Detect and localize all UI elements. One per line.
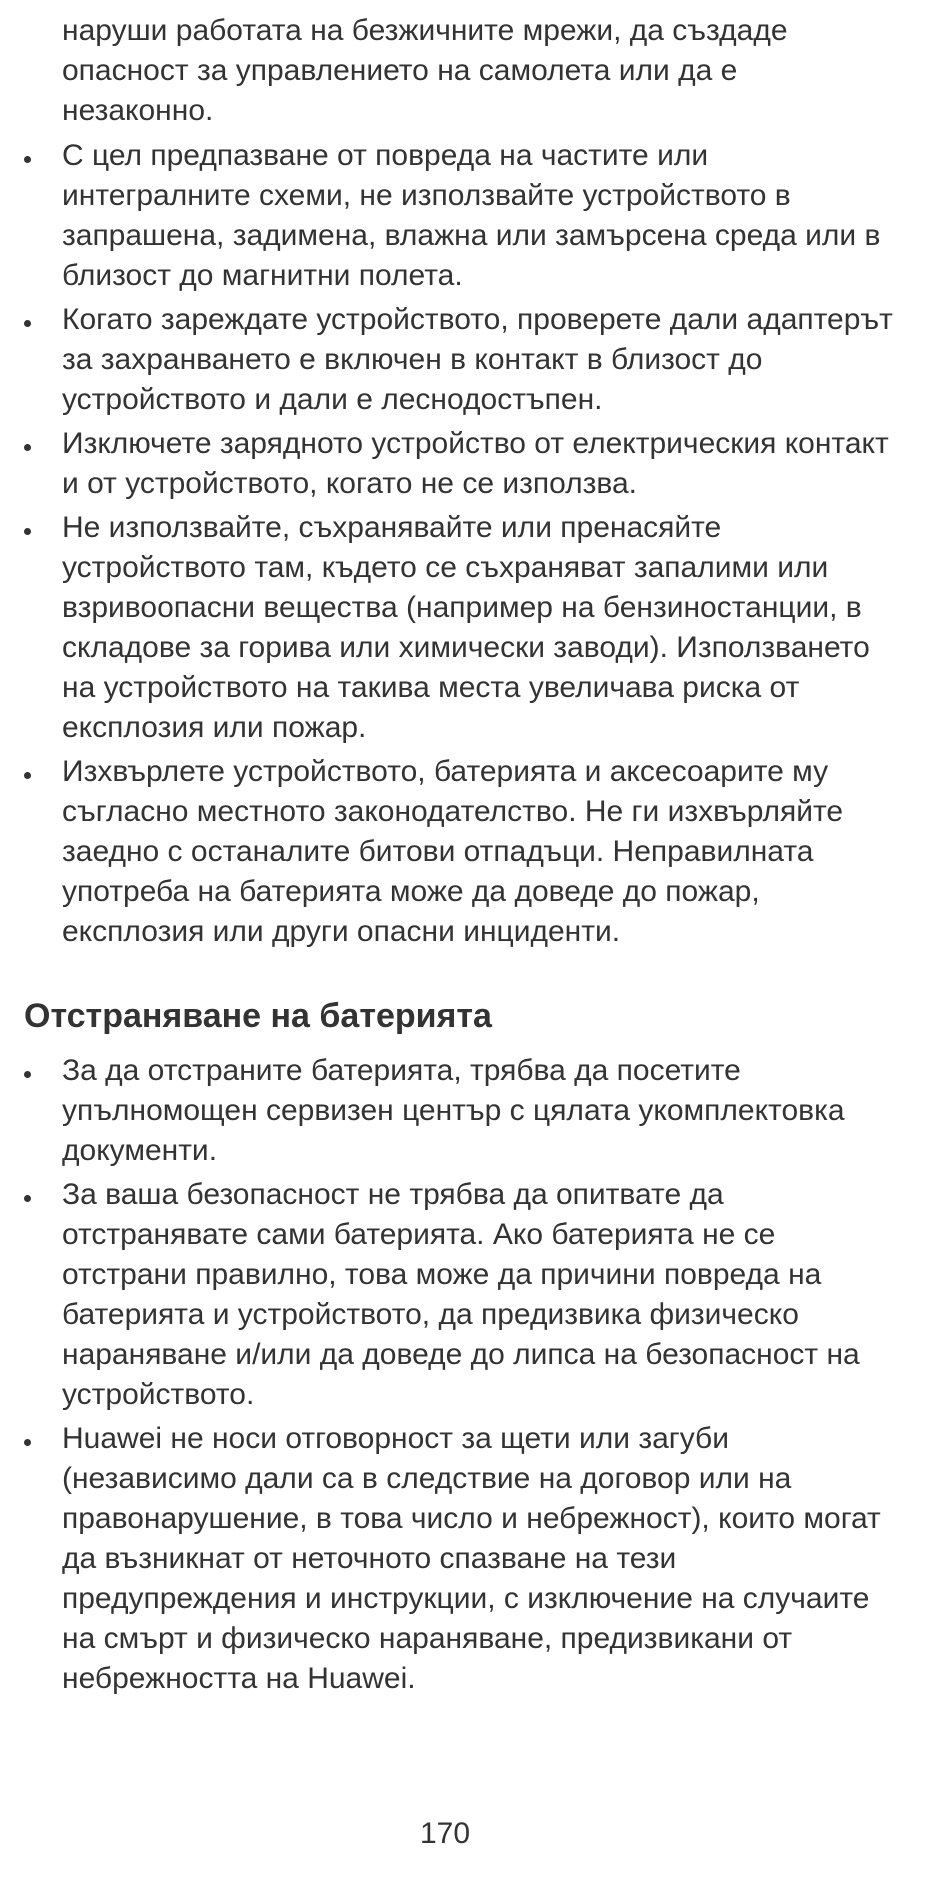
list-item [0, 508, 950, 748]
safety-list [0, 136, 950, 956]
bullet-icon [24, 1071, 31, 1078]
bullet-icon [24, 1439, 31, 1446]
list-item-text: За ваша безопасност не трябва да опитвате да отстранявате сами батерията. Ако батерията не се отстрани правилно, това може да причини повреда на батерията и устройството, да предизвика физическо нараняване и/или да доведе до липса на безопасност на устройството. [62, 1178, 860, 1411]
list-item [0, 300, 950, 420]
list-item-text: С цел предпазване от повреда на частите или интегралните схеми, не използвайте устройството в запрашена, задимена, влажна или замърсена среда или в близост до магнитни полета. [62, 139, 881, 292]
bullet-icon [24, 772, 31, 779]
bullet-icon [24, 320, 31, 327]
list-item [0, 424, 950, 504]
lead-paragraph: наруши работата на безжичните мрежи, да създаде опасност за управлението на самолета или да е незаконно. [62, 14, 788, 127]
list-item-text: За да отстраните батерията, трябва да посетите упълномощен сервизен център с цялата укомплектовка документи. [62, 1054, 845, 1167]
bullet-icon [24, 444, 31, 451]
list-item [0, 1419, 950, 1699]
list-item-text: Не използвайте, съхранявайте или пренасяйте устройството там, където се съхраняват запалими или взривоопасни вещества (например на бензиностанции, в складове за горива или химически заводи). Използването на устройството на такива места увеличава риска от експлозия или пожар. [62, 511, 870, 744]
list-item [0, 1175, 950, 1415]
list-item-text: Когато зареждате устройството, проверете дали адаптерът за захранването е включен в контакт в близост до устройството и дали е леснодостъпен. [62, 303, 893, 416]
list-item-text: Huawei не носи отговорност за щети или загуби (независимо дали са в следствие на договор или на правонарушение, в това число и небрежност), които могат да възникнат от неточното спазване на тези предупреждения и инструкции, с изключение на случаите на смърт и физическо нараняване, предизвикани от небрежността на Huawei. [62, 1422, 881, 1695]
list-item-text: Изключете зарядното устройство от електрическия контакт и от устройството, когато не се използва. [62, 427, 889, 500]
list-item [0, 136, 950, 296]
list-item [0, 1051, 950, 1171]
list-item [0, 752, 950, 952]
section-title: Отстраняване на батерията [24, 997, 492, 1035]
bullet-icon [24, 156, 31, 163]
bullet-icon [24, 528, 31, 535]
battery-removal-list [0, 1051, 950, 1703]
page-number: 170 [419, 1817, 471, 1850]
list-item-text: Изхвърлете устройството, батерията и аксесоарите му съгласно местното законодателство. Не ги изхвърляйте заедно с останалите битови отпадъци. Неправилната употреба на батерията може да доведе до пожар, експлозия или други опасни инциденти. [62, 755, 844, 948]
bullet-icon [24, 1195, 31, 1202]
